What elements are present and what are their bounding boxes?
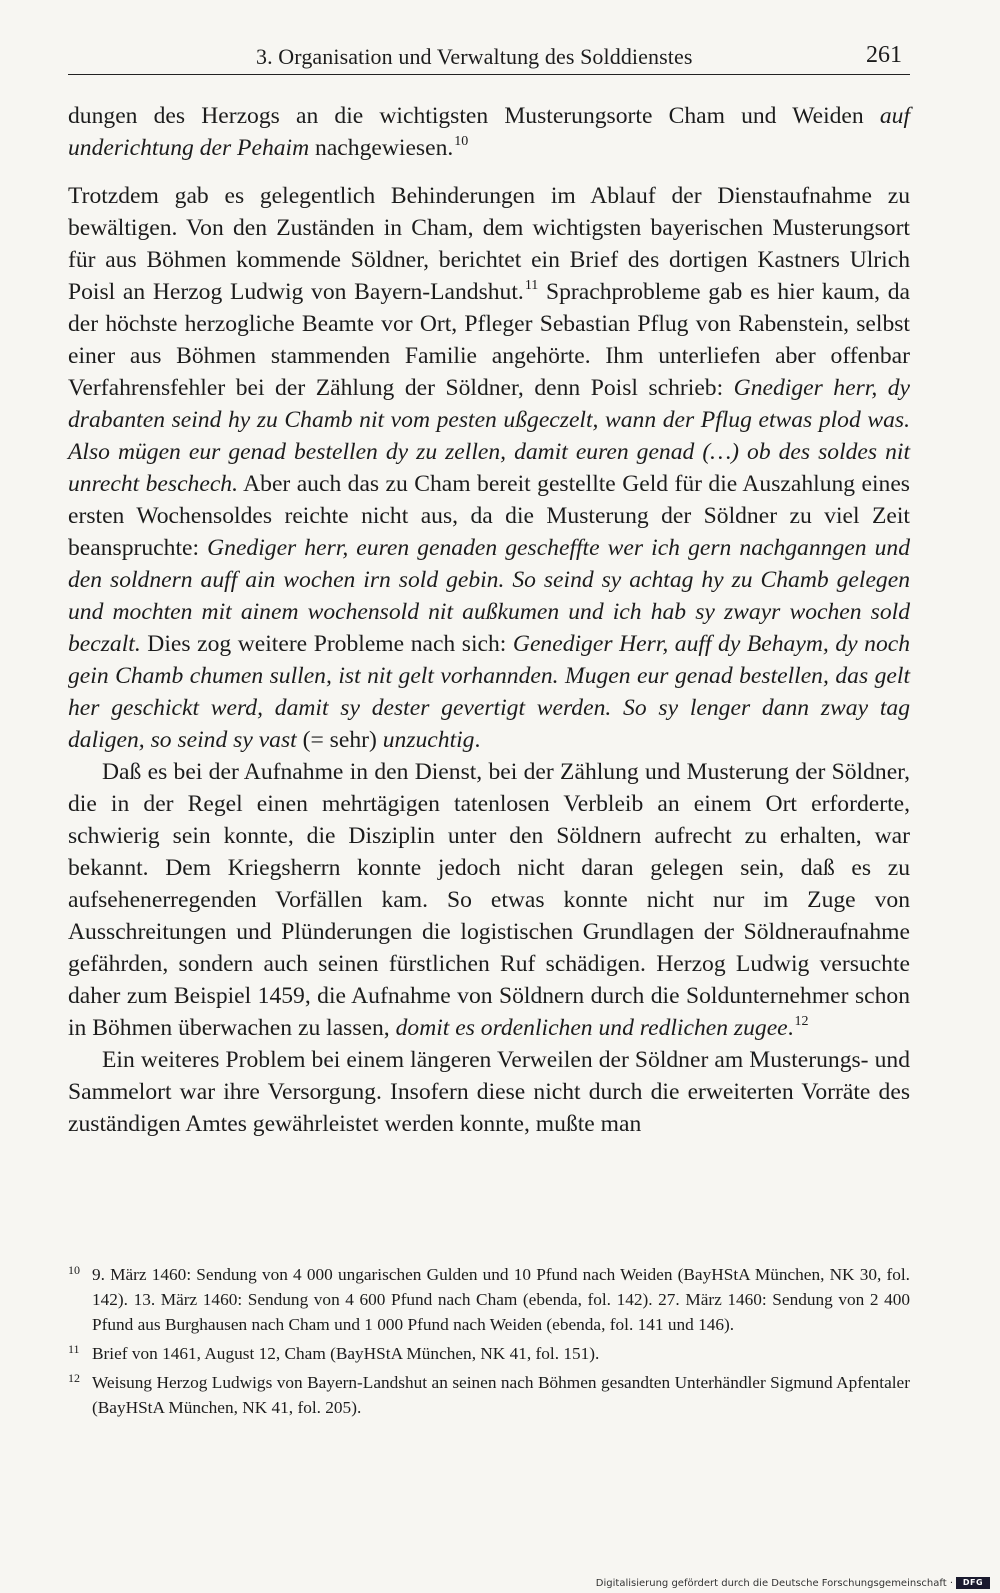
paragraph-3 [68, 756, 910, 1044]
footnote-text: Weisung Herzog Ludwigs von Bayern-Landshut an seinen nach Böhmen gesandten Unterhändler Sigmund Apfentaler (BayHStA München, NK 41, fol. 205). [92, 1373, 910, 1417]
quoted-source-italic: Genediger Herr, auff dy Behaym, dy noch gein Chamb chumen sullen, ist nit gelt vorhannden. Mugen eur genad bestellen, das gelt her geschickt werd, damit sy dester gevertigt werden. So sy lenger dann zway tag daligen, so seind sy vast [68, 631, 911, 753]
credit-text: Digitalisierung gefördert durch die Deutsche Forschungsgemeinschaft · [595, 1577, 953, 1589]
footnote-number: 11 [68, 1342, 80, 1356]
text-run: nachgewiesen. [309, 135, 454, 161]
text-run: dungen des Herzogs an die wichtigsten Musterungsorte Cham und Weiden [68, 103, 880, 129]
digitization-credit [596, 1577, 990, 1589]
quoted-source-italic: Gnediger herr, dy drabanten seind hy zu Chamb nit vom pesten ußgeczelt, wann der Pflug etwas plod was. Also mügen eur genad bestellen dy zu zellen, damit euren genad (…) ob des soldes nit unrecht beschech. [68, 375, 911, 497]
paragraph-2 [68, 180, 910, 756]
footnote-11 [68, 1341, 910, 1366]
paragraph-4 [68, 1044, 910, 1140]
page-number: 261 [866, 42, 902, 68]
footnote-ref-11: 11 [524, 278, 539, 293]
footnote-ref-12: 12 [794, 1014, 809, 1029]
quoted-source-italic: domit es ordenlichen und redlichen zugee [395, 1015, 788, 1041]
quoted-source-italic: Gnediger herr, euren genaden gescheffte wer ich gern nachganngen und den soldnern auff ain wochen irn sold gebin. So seind sy achtag hy zu Chamb gelegen und mochten mit ainem wochensold nit außkumen und ich hab sy zwayr wochen sold beczalt. [68, 535, 910, 657]
quoted-source-italic: unzuchtig [382, 727, 475, 753]
text-run: Sprachprobleme gab es hier kaum, da der höchste herzogliche Beamte vor Ort, Pfleger Sebastian Pflug von Rabenstein, selbst einer aus Böhmen stammenden Familie angehörte. Ihm unterliefen aber offenbar Verfahrensfehler bei der Zählung der Söldner, denn Poisl schrieb: [68, 279, 910, 401]
main-text [68, 100, 910, 1140]
paragraph-1 [68, 100, 910, 164]
footnotes [68, 1262, 910, 1424]
text-run: Trotzdem gab es gelegentlich Behinderungen im Ablauf der Dienstaufnahme zu bewältigen. Von den Zuständen in Cham, dem wichtigsten bayerischen Musterungsort für aus Böhmen kommende Söldner, berichtet ein Brief des dortigen Kastners Ulrich Poisl an Herzog Ludwig von Bayern-Landshut. [68, 183, 910, 305]
footnote-number: 10 [68, 1263, 80, 1277]
running-head [68, 40, 910, 75]
footnote-ref-10: 10 [454, 134, 469, 149]
text-run: Aber auch das zu Cham bereit gestellte Geld für die Auszahlung eines ersten Wochensoldes reichte nicht aus, da die Musterung der Söldner zu viel Zeit beanspruchte: [68, 471, 910, 561]
footnote-10 [68, 1262, 910, 1337]
text-run: Ein weiteres Problem bei einem längeren Verweilen der Söldner am Musterungs- und Sammelort war ihre Versorgung. Insofern diese nicht durch die erweiterten Vorräte des zuständigen Amtes gewährleistet werden konnte, mußte man [68, 1047, 910, 1137]
footnote-number: 12 [68, 1371, 80, 1385]
text-run: Daß es bei der Aufnahme in den Dienst, bei der Zählung und Musterung der Söldner, die in der Regel einen mehrtägigen tatenlosen Verbleib an einem Ort erforderte, schwierig sein konnte, die Disziplin unter den Söldnern aufrecht zu erhalten, war bekannt. Dem Kriegsherrn konnte jedoch nicht daran gelegen sein, daß es zu aufsehenerregenden Vorfällen kam. So etwas konnte nicht nur im Zuge von Ausschreitungen und Plünderungen die logistischen Grundlagen der Söldneraufnahme gefährden, sondern auch seinen fürstlichen Ruf schädigen. Herzog Ludwig versuchte daher zum Beispiel 1459, die Aufnahme von Söldnern durch die Soldunternehmer schon in Böhmen überwachen zu lassen, [68, 759, 910, 1041]
footnote-12 [68, 1370, 910, 1420]
text-run: . [474, 727, 481, 753]
quoted-source-italic: auf underichtung der Pehaim [68, 103, 910, 161]
footnote-text: Brief von 1461, August 12, Cham (BayHStA München, NK 41, fol. 151). [92, 1344, 600, 1363]
running-title: 3. Organisation und Verwaltung des Solddienstes [256, 44, 693, 69]
footnote-text: 9. März 1460: Sendung von 4 000 ungarischen Gulden und 10 Pfund nach Weiden (BayHStA München, NK 30, fol. 142). 13. März 1460: Sendung von 4 600 Pfund nach Cham (ebenda, fol. 142). 27. März 1460: Sendung von 2 400 Pfund aus Burghausen nach Cham und 1 000 Pfund nach Weiden (ebenda, fol. 141 und 146). [92, 1265, 910, 1334]
text-run: Dies zog weitere Probleme nach sich: [140, 631, 513, 657]
dfg-logo: DFG [956, 1577, 990, 1589]
text-run: (= sehr) [296, 727, 383, 753]
text-run: . [787, 1015, 794, 1041]
